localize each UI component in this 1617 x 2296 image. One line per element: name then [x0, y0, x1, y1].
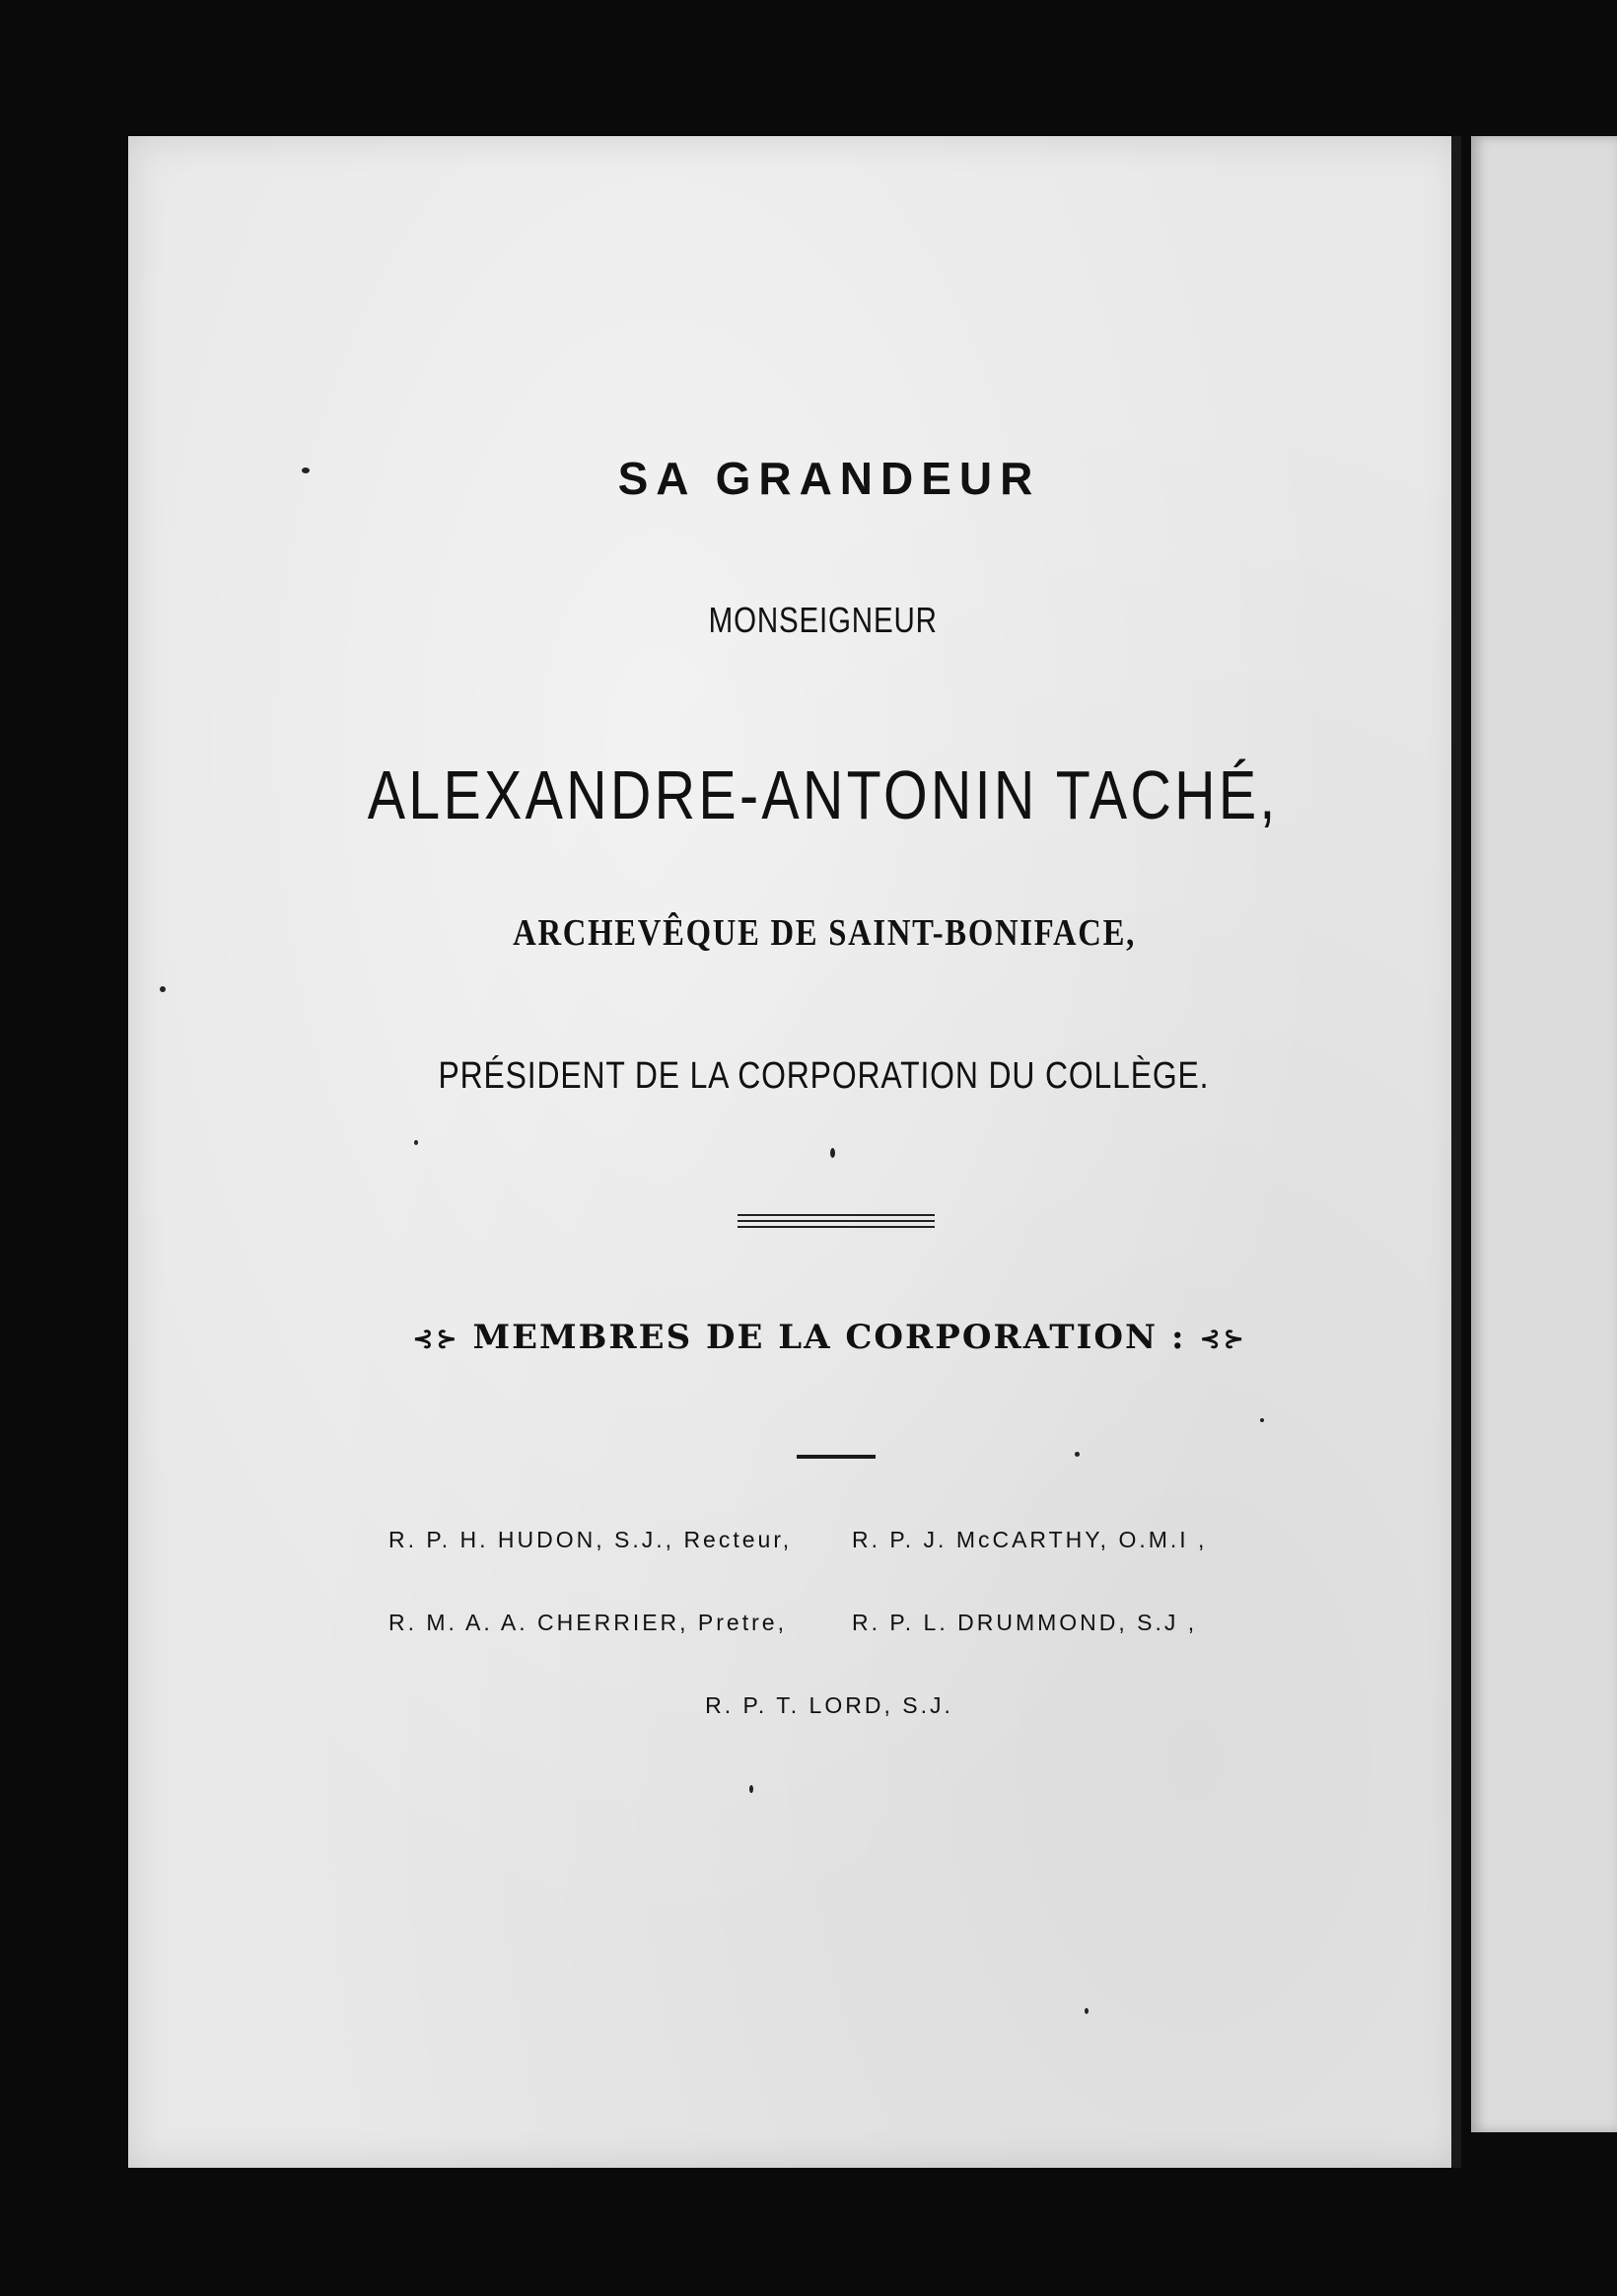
scan-speck: [749, 1785, 753, 1793]
double-rule-divider: [738, 1214, 935, 1228]
member-entry: R. M. A. A. CHERRIER, Pretre,: [388, 1610, 787, 1635]
scan-speck: [1085, 2008, 1089, 2014]
members-heading-text: MEMBRES DE LA CORPORATION :: [472, 1318, 1186, 1357]
adjacent-page-margin: [1471, 136, 1617, 2132]
scan-speck: [160, 986, 166, 992]
page-title: SA GRANDEUR: [617, 453, 1041, 504]
ornament-right-icon: ⊰⊱: [1199, 1325, 1246, 1354]
page-content: [128, 136, 1461, 2168]
member-entry: R. P. H. HUDON, S.J., Recteur,: [388, 1527, 793, 1552]
member-entry: R. P. T. LORD, S.J.: [705, 1692, 953, 1718]
member-entry: R. P. J. McCARTHY, O.M.I ,: [852, 1527, 1208, 1552]
ornament-left-icon: ⊰⊱: [412, 1325, 459, 1354]
archbishop-name: ALEXANDRE-ANTONIN TACHÉ,: [367, 756, 1279, 833]
scan-speck: [830, 1148, 835, 1158]
scan-speck: [302, 467, 310, 473]
honorific: MONSEIGNEUR: [708, 600, 938, 640]
member-entry: R. P. L. DRUMMOND, S.J ,: [852, 1610, 1198, 1635]
scan-speck: [1075, 1452, 1080, 1457]
presidency-line: PRÉSIDENT DE LA CORPORATION DU COLLÈGE.: [438, 1055, 1210, 1097]
short-rule-divider: [797, 1455, 876, 1459]
scan-speck: [1260, 1418, 1264, 1422]
archbishop-office: ARCHEVÊQUE DE SAINT-BONIFACE,: [513, 912, 1137, 954]
scan-speck: [414, 1140, 418, 1145]
members-heading: [128, 1318, 1461, 1357]
